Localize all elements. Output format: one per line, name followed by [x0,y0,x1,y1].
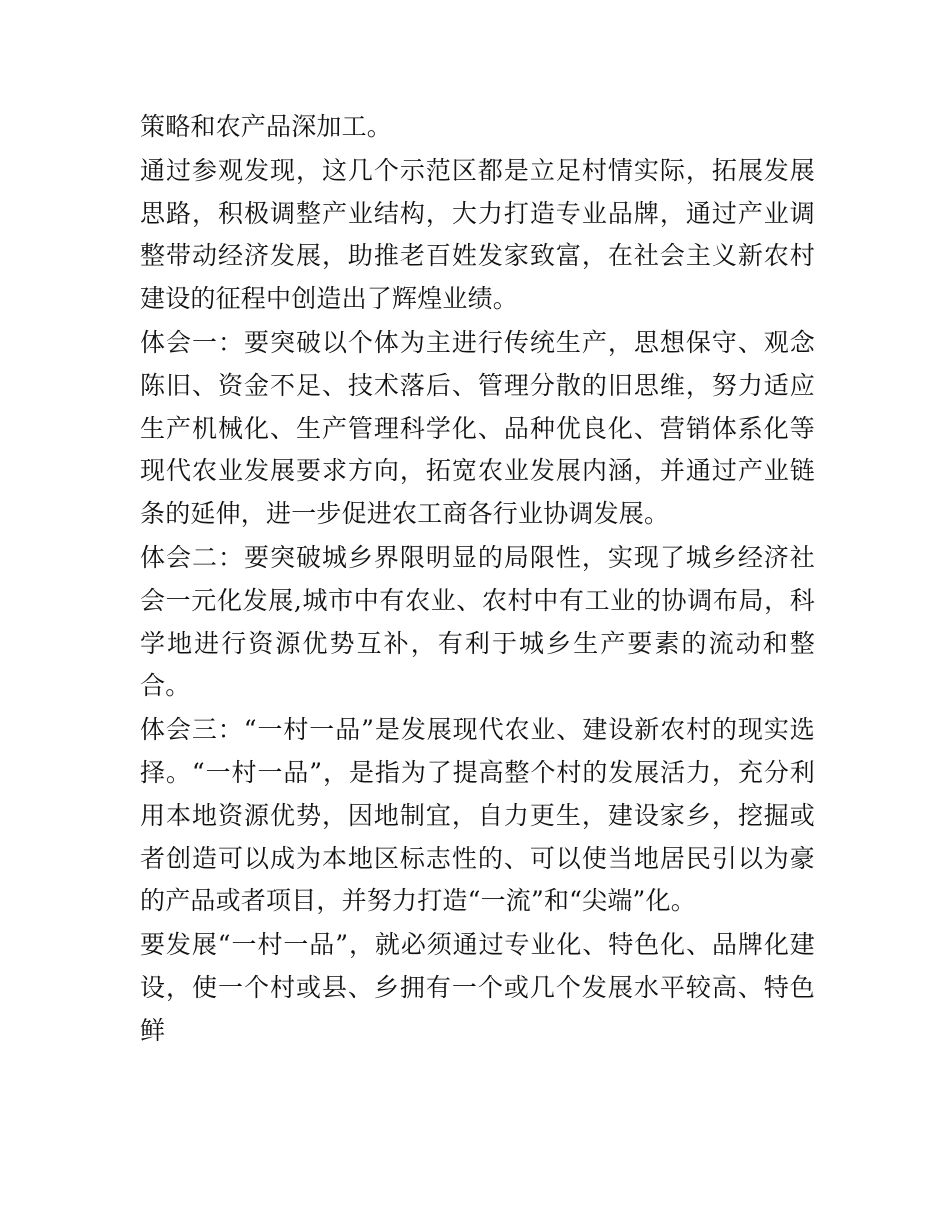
paragraph-6: 要发展“一村一品”，就必须通过专业化、特色化、品牌化建设，使一个村或县、乡拥有一个或几个发展水平较高、特色鲜 [140,930,815,1045]
paragraph-4: 体会二：要突破城乡界限明显的局限性，实现了城乡经济社会一元化发展,城市中有农业、农村中有工业的协调布局，科学地进行资源优势互补，有利于城乡生产要素的流动和整合。 [140,542,815,701]
document-body [140,106,815,1054]
paragraph-3: 体会一：要突破以个体为主进行传统生产，思想保守、观念陈旧、资金不足、技术落后、管理分散的旧思维，努力适应生产机械化、生产管理科学化、品种优良化、营销体系化等现代农业发展要求方向，拓宽农业发展内涵，并通过产业链条的延伸，进一步促进农工商各行业协调发展。 [140,327,815,529]
paragraph-1: 策略和农产品深加工。 [140,112,393,141]
paragraph-2: 通过参观发现，这几个示范区都是立足村情实际，拓展发展思路，积极调整产业结构，大力打造专业品牌，通过产业调整带动经济发展，助推老百姓发家致富，在社会主义新农村建设的征程中创造出了辉煌业绩。 [140,155,815,314]
paragraph-5: 体会三：“一村一品”是发展现代农业、建设新农村的现实选择。“一村一品”，是指为了提高整个村的发展活力，充分利用本地资源优势，因地制宜，自力更生，建设家乡，挖掘或者创造可以成为本地区标志性的、可以使当地居民引以为豪的产品或者项目，并努力打造“一流”和“尖端”化。 [140,715,815,916]
